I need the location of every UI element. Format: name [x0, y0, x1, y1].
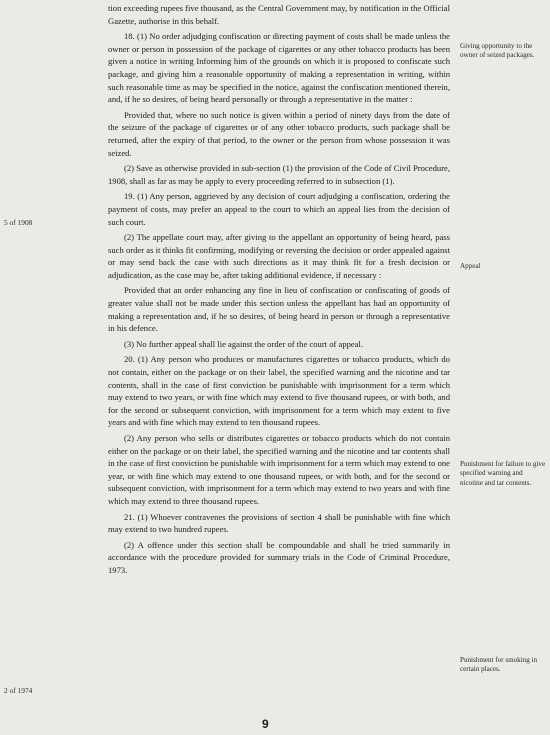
margin-reference: 2 of 1974 [4, 686, 33, 695]
margin-reference: 5 of 1908 [4, 218, 33, 227]
paragraph: 21. (1) Whoever contravenes the provisions of section 4 shall be punishable with fine which may extend to two hundred rupees. [108, 511, 450, 535]
paragraph: (2) Save as otherwise provided in sub-section (1) the provision of the Code of Civil Procedure, 1908, shall as far as may be apply to every proceeding referred to in subsection (1). [108, 163, 451, 186]
paragraph: (2) The appellate court may, after giving to the appellant an opportunity of being heard, pass such order as it thinks fit confirming, modifying or reversing the decision or order appealed against or may send back the case with such directions as it may think fit for a fresh decision or adjudication, as the case may be, after taking additional evidence, if necessary : [108, 232, 450, 280]
paragraph: 19. (1) Any person, aggrieved by any decision of court adjudging a confiscation, ordering the payment of costs, may prefer an appeal to the court to which an appeal lies from the decision of such court. [108, 191, 450, 227]
side-note: Giving opportunity to the owner of seized packages. [460, 42, 535, 60]
paragraph: 18. (1) No order adjudging confiscation or directing payment of costs shall be made unless the owner or person in possession of the package of cigarettes or any other tobacco products has been given a notice in writing Informing him of the grounds on which it is proposed to confiscate such package, and giving him a reasonable opportunity of making a representation in writing, within such reasonable time as may be specified in the notice, against the confiscation mentioned therein, and, if he so desires, of being heard personally or through a representative in the matter : [108, 31, 450, 105]
paragraph: Provided that an order enhancing any fine in lieu of confiscation or confiscating of goods of greater value shall not be made under this section unless the appellant has had an opportunity of making a representation and, if he so desires, of being heard in person or through a representative in his defence. [108, 285, 450, 334]
paragraph: 20. (1) Any person who produces or manufactures cigarettes or tobacco products, which do not contain, either on the package or on their label, the specified warning and the nicotine and tar contents, shall in the case of first conviction be punishable with imprisonment for a term which may extend to two years, or with fine which may extend to five thousand rupees, or with both, and for the second or subsequent conviction, with imprisonment for a term which may extent to five years and with fine which may extend to ten thousand rupees. [108, 354, 450, 428]
page-number: 9 [262, 717, 269, 731]
paragraph: (2) Any person who sells or distributes cigarettes or tobacco products which do not contain either on the package or on their label, the specified warning and the nicotine and tar contents shall in the case of first conviction be punishable with imprisonment for a term which may extend to one year, or with fine which may extend to one thousand rupees, or with both, and for the second or subsequent conviction, with imprisonment for a term which may extend to two years and with fine which may extend to three thousand rupees. [108, 433, 450, 506]
paragraph: (3) No further appeal shall lie against the order of the court of appeal. [124, 338, 364, 349]
paragraph: (2) A offence under this section shall be compoundable and shall be tried summarily in accordance with the procedure provided for summary trials in the Code of Criminal Procedure, 1973. [108, 539, 450, 575]
paragraph: Provided that, where no such notice is given within a period of ninety days from the date of the seizure of the package of cigarettes or of any other tobacco products, such package shall be returned, after the expiry of that period, to the owner or the person from whose possession it was seized. [108, 109, 450, 158]
main-text-column [108, 2, 450, 580]
side-note: Appeal [460, 262, 481, 270]
paragraph: tion exceeding rupees five thousand, as the Central Government may, by notification in the Official Gazette, authorise in this behalf. [108, 3, 450, 26]
side-note: Punishment for smoking in certain places. [460, 656, 538, 674]
side-note: Punishment for failure to give specified warning and nicotine and tar contents. [460, 460, 546, 487]
